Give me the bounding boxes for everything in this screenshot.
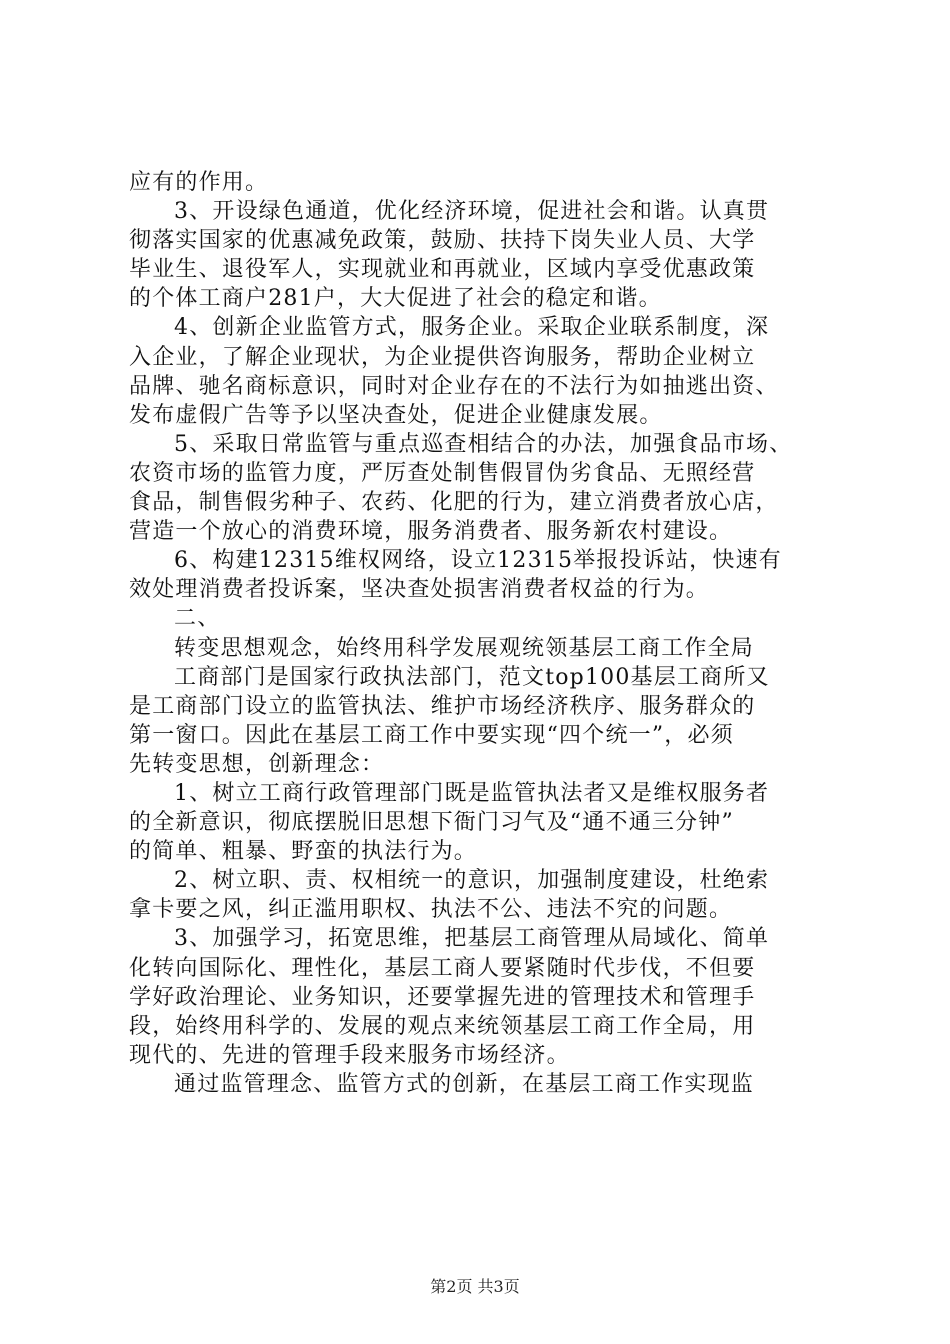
text-line: 营造一个放心的消费环境，服务消费者、服务新农村建设。: [129, 519, 733, 545]
text-line: 通过监管理念、监管方式的创新，在基层工商工作实现监: [174, 1071, 755, 1097]
text-line: 化转向国际化、理性化，基层工商人要紧随时代步伐，不但要: [129, 955, 756, 981]
text-line: 第一窗口。因此在基层工商工作中要实现“四个统一”，必须: [129, 722, 734, 748]
page-footer: 第2页 共3页: [430, 1277, 520, 1296]
text-line: 2、树立职、责、权相统一的意识，加强制度建设，杜绝索: [174, 868, 770, 894]
text-line: 的全新意识，彻底摆脱旧思想下衙门习气及“通不通三分钟”: [129, 810, 734, 836]
text-line: 效处理消费者投诉案，坚决查处损害消费者权益的行为。: [129, 577, 710, 603]
text-line: 4、创新企业监管方式，服务企业。采取企业联系制度，深: [174, 315, 770, 341]
text-line: 的个体工商户281户，大大促进了社会的稳定和谐。: [129, 286, 662, 312]
text-line: 二、: [174, 606, 221, 632]
text-line: 先转变思想，创新理念：: [129, 751, 385, 777]
text-line: 彻落实国家的优惠减免政策，鼓励、扶持下岗失业人员、大学: [129, 228, 756, 254]
text-line: 转变思想观念，始终用科学发展观统领基层工商工作全局: [174, 635, 755, 661]
text-line: 应有的作用。: [129, 170, 269, 195]
text-line: 段，始终用科学的、发展的观点来统领基层工商工作全局，用: [129, 1013, 756, 1039]
text-line: 的简单、粗暴、野蛮的执法行为。: [129, 839, 478, 865]
document-body: [129, 168, 829, 1099]
text-line: 3、加强学习，拓宽思维，把基层工商管理从局域化、简单: [174, 926, 770, 952]
text-line: 学好政治理论、业务知识，还要掌握先进的管理技术和管理手: [129, 984, 756, 1010]
text-line: 1、树立工商行政管理部门既是监管执法者又是维权服务者: [174, 780, 770, 806]
text-line: 5、采取日常监管与重点巡查相结合的办法，加强食品市场、: [174, 431, 793, 457]
text-line: 食品，制售假劣种子、农药、化肥的行为，建立消费者放心店，: [129, 490, 779, 516]
text-line: 现代的、先进的管理手段来服务市场经济。: [129, 1042, 570, 1068]
text-line: 入企业，了解企业现状，为企业提供咨询服务，帮助企业树立: [129, 344, 756, 370]
text-line: 6、构建12315维权网络，设立12315举报投诉站，快速有: [174, 548, 782, 574]
text-line: 拿卡要之风，纠正滥用职权、执法不公、违法不究的问题。: [129, 897, 733, 923]
text-line: 毕业生、退役军人，实现就业和再就业，区域内享受优惠政策: [129, 257, 756, 283]
text-line: 工商部门是国家行政执法部门，范文top100基层工商所又: [174, 664, 770, 690]
text-line: 是工商部门设立的监管执法、维护市场经济秩序、服务群众的: [129, 693, 756, 719]
text-line: 农资市场的监管力度，严厉查处制售假冒伪劣食品、无照经营: [129, 460, 756, 486]
text-line: 3、开设绿色通道，优化经济环境，促进社会和谐。认真贯: [174, 199, 770, 225]
text-line: 品牌、驰名商标意识，同时对企业存在的不法行为如抽逃出资、: [129, 373, 779, 399]
text-line: 发布虚假广告等予以坚决查处，促进企业健康发展。: [129, 402, 663, 428]
